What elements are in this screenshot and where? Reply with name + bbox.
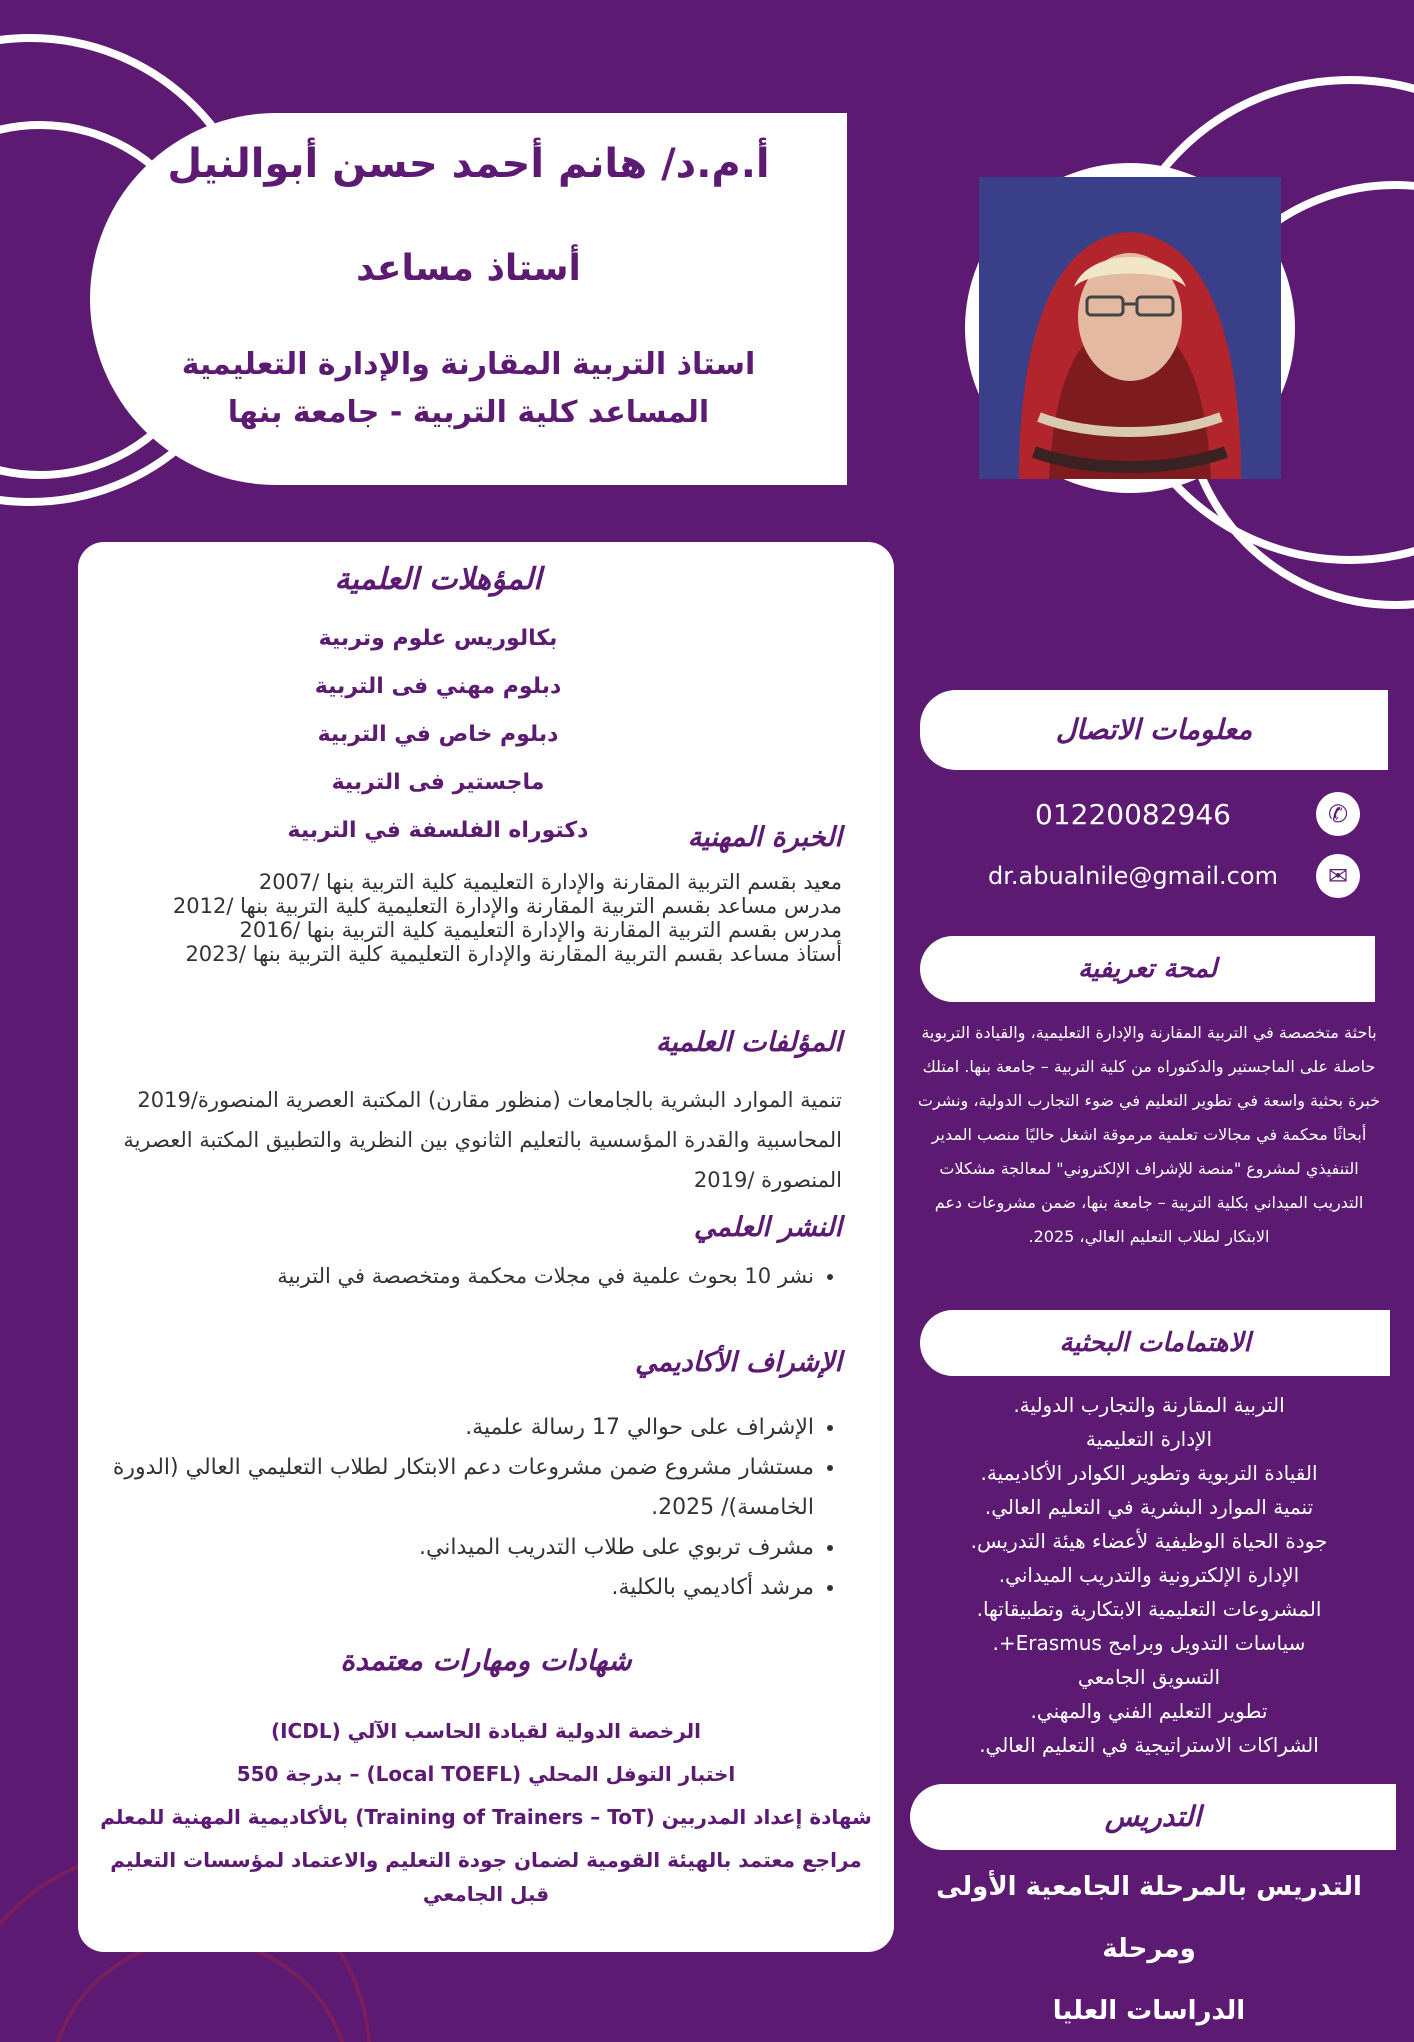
supervision-item: • الإشراف على حوالي 17 رسالة علمية. — [102, 1408, 814, 1448]
phone-icon: ✆ — [1316, 792, 1360, 836]
teaching-line-1: التدريس بالمرحلة الجامعية الأولى ومرحلة — [936, 1872, 1362, 1964]
qualification-item: ماجستير فى التربية — [331, 770, 545, 795]
person-name: أ.م.د/ هانم أحمد حسن أبوالنيل — [167, 141, 770, 187]
teaching-header — [910, 1784, 1396, 1850]
qualifications-list — [158, 615, 718, 855]
phone-row — [950, 790, 1360, 838]
department-line-1: استاذ التربية المقارنة والإدارة التعليمية — [181, 347, 756, 382]
publishing-item: • نشر 10 بحوث علمية في مجلات محكمة ومتخصصة في التربية — [102, 1264, 814, 1288]
interests-title: الاهتمامات البحثية — [1059, 1328, 1251, 1358]
supervision-item: • مرشد أكاديمي بالكلية. — [102, 1568, 814, 1608]
certificate-item: اختبار التوفل المحلي (Local TOEFL) – بدرجة 550 — [236, 1762, 736, 1786]
qualification-item: دكتوراه الفلسفة في التربية — [287, 818, 589, 843]
publications-title: المؤلفات العلمية — [655, 1027, 842, 1058]
certificates-title: شهادات ومهارات معتمدة — [340, 1644, 632, 1677]
experience-item: مدرس بقسم التربية المقارنة والإدارة التعليمية كلية التربية بنها /2016 — [239, 918, 842, 942]
teaching-title: التدريس — [1104, 1800, 1202, 1833]
publication-item: المحاسبية والقدرة المؤسسية بالتعليم الثانوي بين النظرية والتطبيق المكتبة العصرية المنصورة /2019 — [123, 1128, 842, 1192]
supervision-title: الإشراف الأكاديمي — [635, 1347, 842, 1378]
scientific-publishing-list — [102, 1264, 842, 1288]
interest-item: جودة الحياة الوظيفية لأعضاء هيئة التدريس. — [970, 1529, 1328, 1553]
profile-photo — [979, 177, 1281, 479]
contact-header — [920, 690, 1388, 770]
interests-list — [912, 1388, 1386, 1762]
supervision-item: • مشرف تربوي على طلاب التدريب الميداني. — [102, 1528, 814, 1568]
interest-item: القيادة التربوية وتطوير الكوادر الأكاديمية. — [980, 1461, 1318, 1485]
certificate-item: الرخصة الدولية لقيادة الحاسب الآلي (ICDL) — [270, 1719, 702, 1743]
main-content-card — [78, 542, 894, 1952]
certificate-item: شهادة إعداد المدربين (Training of Trainers – ToT) بالأكاديمية المهنية للمعلم — [100, 1805, 872, 1829]
qualification-item: دبلوم خاص في التربية — [317, 722, 559, 747]
teaching-line-2: الدراسات العليا — [1052, 1996, 1246, 2026]
bio-header — [920, 936, 1375, 1002]
interest-item: تنمية الموارد البشرية في التعليم العالي. — [984, 1495, 1314, 1519]
profile-photo-frame — [965, 163, 1295, 493]
supervision-list — [102, 1408, 842, 1608]
contact-title: معلومات الاتصال — [1055, 713, 1253, 746]
experience-title: الخبرة المهنية — [687, 822, 842, 853]
experience-item: مدرس مساعد بقسم التربية المقارنة والإدارة التعليمية كلية التربية بنها /2012 — [172, 894, 842, 918]
bio-title: لمحة تعريفية — [1077, 954, 1218, 984]
header-box — [90, 113, 847, 485]
interests-header — [920, 1310, 1390, 1376]
department-line-2: المساعد كلية التربية - جامعة بنها — [227, 395, 710, 430]
teaching-text — [912, 1856, 1386, 2042]
interest-item: التربية المقارنة والتجارب الدولية. — [1013, 1393, 1285, 1417]
certificates-list — [98, 1710, 874, 1911]
experience-list — [102, 870, 842, 966]
publications-list — [102, 1080, 842, 1200]
qualifications-title: المؤهلات العلمية — [334, 562, 542, 597]
publication-item: تنمية الموارد البشرية بالجامعات (منظور مقارن) المكتبة العصرية المنصورة/2019 — [137, 1088, 842, 1112]
interest-item: الإدارة الإلكترونية والتدريب الميداني. — [998, 1563, 1300, 1587]
email-address[interactable]: dr.abualnile@gmail.com — [988, 862, 1278, 890]
academic-rank: أستاذ مساعد — [356, 248, 581, 289]
certificate-item: مراجع معتمد بالهيئة القومية لضمان جودة التعليم والاعتماد لمؤسسات التعليم قبل الجامعي — [110, 1848, 862, 1906]
interest-item: الشراكات الاستراتيجية في التعليم العالي. — [979, 1733, 1319, 1757]
phone-number[interactable]: 01220082946 — [1035, 797, 1231, 831]
envelope-icon: ✉ — [1316, 854, 1360, 898]
interest-item: سياسات التدويل وبرامج Erasmus+. — [992, 1631, 1306, 1655]
interest-item: تطوير التعليم الفني والمهني. — [1030, 1699, 1268, 1723]
experience-item: أستاذ مساعد بقسم التربية المقارنة والإدارة التعليمية كلية التربية بنها /2023 — [185, 942, 842, 966]
qualification-item: دبلوم مهني فى التربية — [314, 674, 562, 699]
interest-item: المشروعات التعليمية الابتكارية وتطبيقاتها. — [976, 1597, 1322, 1621]
supervision-item: • مستشار مشروع ضمن مشروعات دعم الابتكار لطلاب التعليمي العالي (الدورة الخامسة)/ 2025. — [102, 1448, 814, 1528]
bio-text: باحثة متخصصة في التربية المقارنة والإدارة التعليمية، والقيادة التربوية حاصلة على الماجستير والدكتوراه من كلية التربية – جامعة بنها. امتلك خبرة بحثية واسعة في تطوير التعليم في ضوء التجارب الدولية، ونشرت أبحاثًا محكمة في مجالات تعلمية مرموقة اشغل حاليًا منصب المدير التنفيذي لمشروع "منصة للإشراف الإلكتروني" لمعالجة مشكلات التدريب الميداني بكلية التربية – جامعة بنها، ضمن مشروعات دعم الابتكار لطلاب التعليم العالي، 2025. — [917, 1023, 1381, 1246]
department — [130, 341, 807, 437]
experience-item: معيد بقسم التربية المقارنة والإدارة التعليمية كلية التربية بنها /2007 — [258, 870, 842, 894]
interest-item: الإدارة التعليمية — [1085, 1427, 1213, 1451]
scientific-publishing-title: النشر العلمي — [693, 1212, 842, 1243]
interest-item: التسويق الجامعي — [1077, 1665, 1221, 1689]
qualification-item: بكالوريس علوم وتربية — [318, 626, 558, 651]
email-row — [950, 852, 1360, 900]
